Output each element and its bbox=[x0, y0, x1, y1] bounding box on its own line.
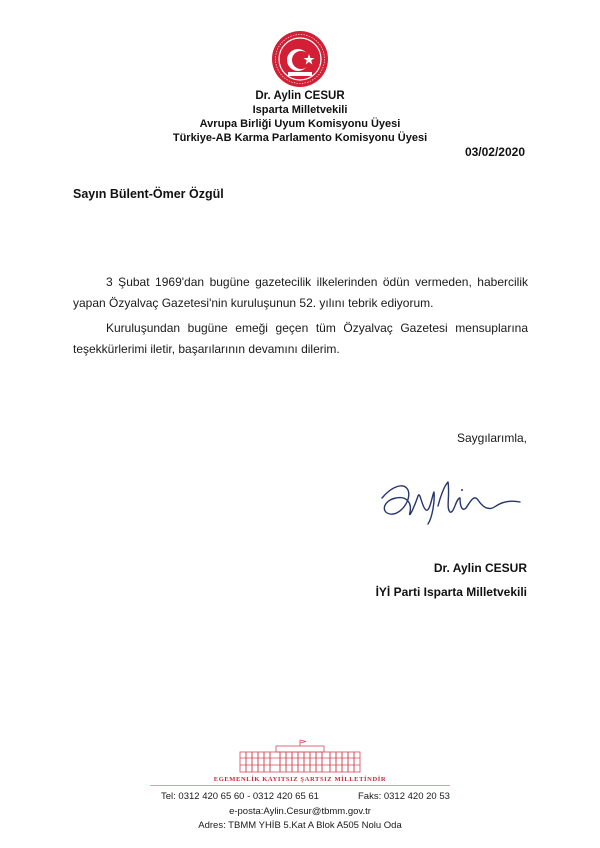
body-paragraph-1 bbox=[73, 272, 528, 314]
handwritten-signature-icon bbox=[370, 468, 530, 528]
header-committee-1: Avrupa Birliği Uyum Komisyonu Üyesi bbox=[199, 118, 401, 130]
signatory-name: Dr. Aylin CESUR bbox=[433, 561, 527, 575]
signatory-title: İYİ Parti Isparta Milletvekili bbox=[375, 585, 527, 599]
header-committee-2: Türkiye-AB Karma Parlamento Komisyonu Üyesi bbox=[172, 132, 428, 144]
header-constituency: Isparta Milletvekili bbox=[252, 104, 348, 116]
salutation: Sayın Bülent-Ömer Özgül bbox=[73, 187, 224, 201]
closing-text: Saygılarımla, bbox=[456, 431, 527, 445]
body-paragraph-2 bbox=[73, 318, 528, 360]
letter-date: 03/02/2020 bbox=[464, 145, 525, 159]
footer-motto: EGEMENLİK KAYITSIZ ŞARTSIZ MİLLETİNDİR bbox=[213, 776, 387, 783]
footer-divider bbox=[150, 785, 450, 786]
tbmm-seal-icon bbox=[271, 30, 329, 88]
footer-fax: Faks: 0312 420 20 53 bbox=[358, 791, 450, 802]
footer-address: Adres: TBMM YHİB 5.Kat A Blok A505 Nolu Oda bbox=[198, 820, 402, 831]
header-name: Dr. Aylin CESUR bbox=[255, 90, 345, 102]
body-paragraph-1-text: 3 Şubat 1969'dan bugüne gazetecilik ilkelerinden ödün vermeden, habercilik yapan Özyalvaç Gazetesi'nin kuruluşunun 52. yılını tebrik ediyorum. bbox=[73, 275, 528, 310]
body-paragraph-2-text: Kuruluşundan bugüne emeği geçen tüm Özyalvaç Gazetesi mensuplarına teşekkürlerimi iletir, başarılarının devamını dilerim. bbox=[73, 321, 528, 356]
footer-phone: Tel: 0312 420 65 60 - 0312 420 65 61 bbox=[161, 791, 319, 802]
footer-email[interactable]: e-posta:Aylin.Cesur@tbmm.gov.tr bbox=[229, 806, 371, 817]
parliament-building-icon bbox=[236, 738, 364, 774]
